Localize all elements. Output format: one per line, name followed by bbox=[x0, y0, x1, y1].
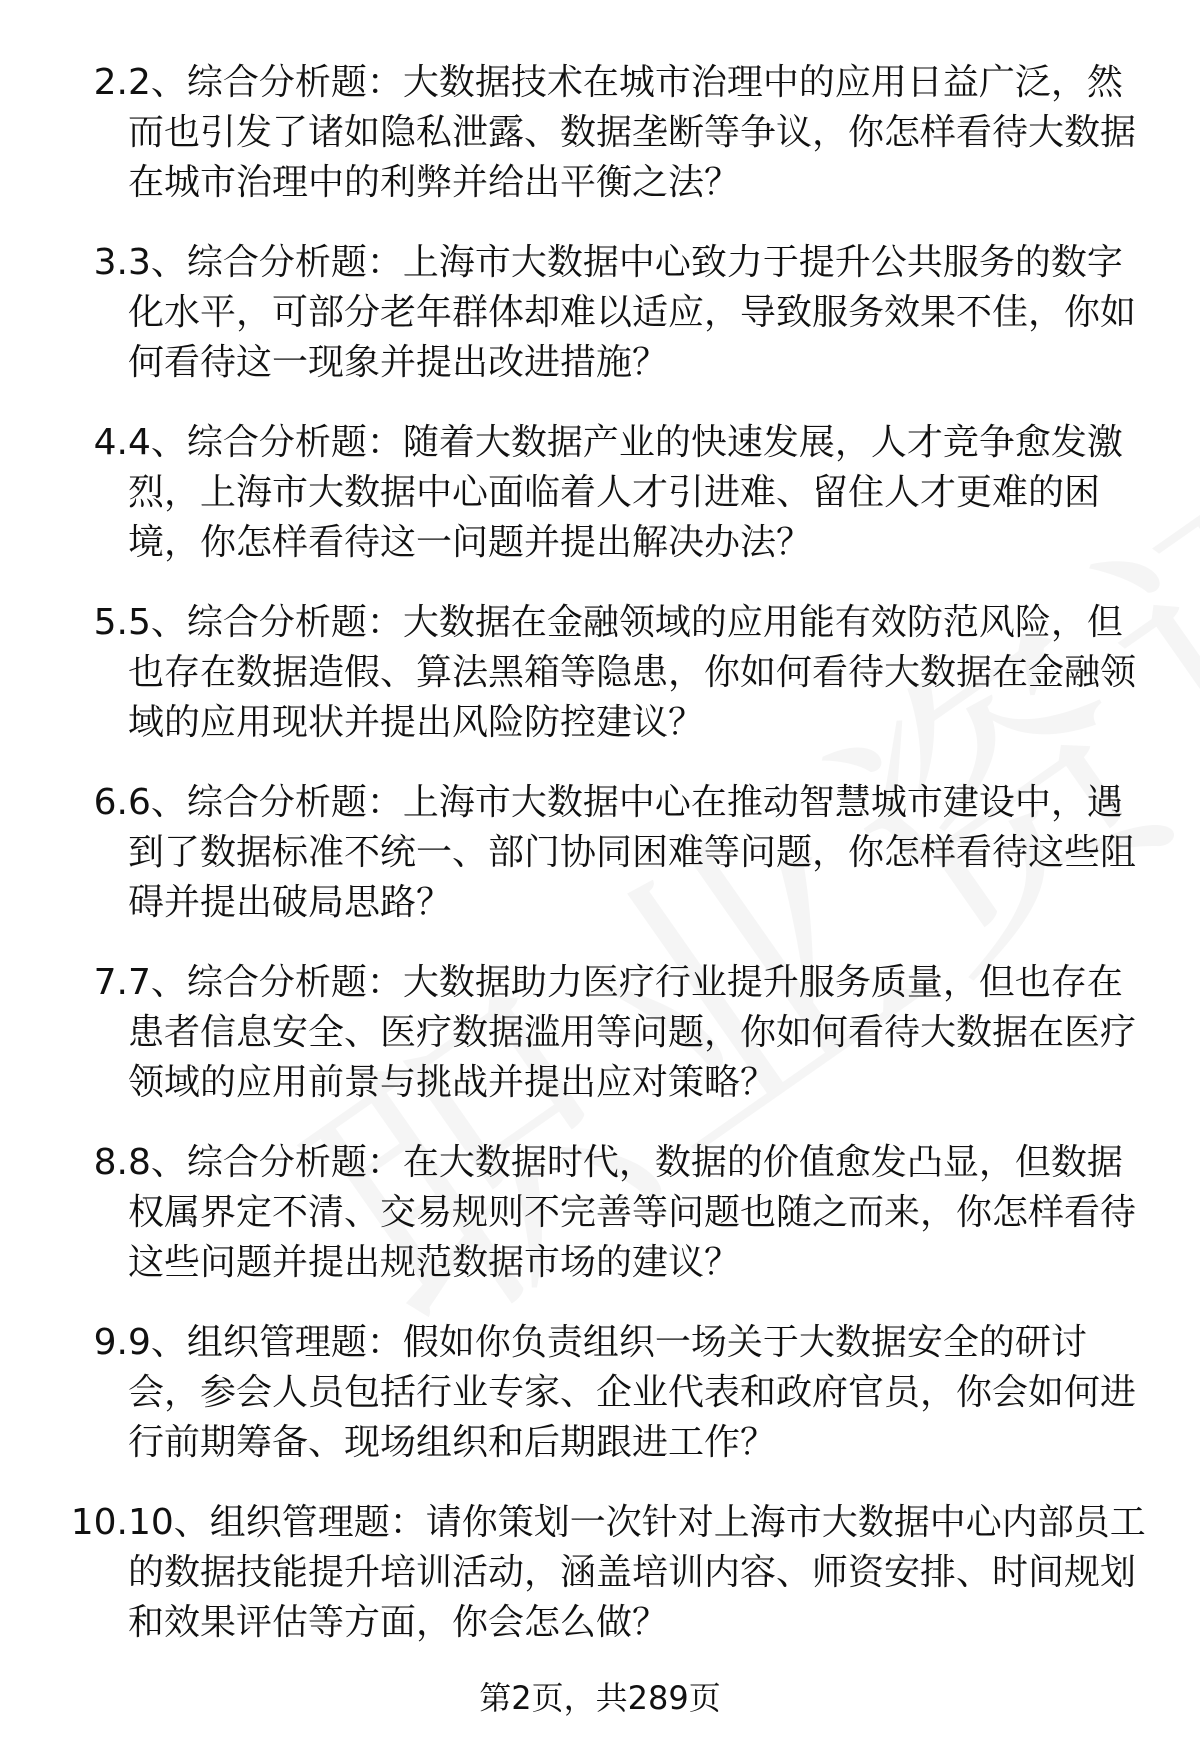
question-number: 7. bbox=[93, 962, 128, 1003]
question-item bbox=[0, 778, 1200, 958]
question-number: 10. bbox=[70, 1502, 128, 1543]
question-item bbox=[0, 958, 1200, 1138]
question-text: 3、综合分析题：上海市大数据中心致力于提升公共服务的数字化水平，可部分老年群体却难以适应，导致服务效果不佳，你如何看待这一现象并提出改进措施？ bbox=[128, 242, 1137, 383]
question-text: 8、综合分析题：在大数据时代，数据的价值愈发凸显，但数据权属界定不清、交易规则不完善等问题也随之而来，你怎样看待这些问题并提出规范数据市场的建议？ bbox=[128, 1142, 1137, 1283]
question-item bbox=[0, 58, 1200, 238]
question-list bbox=[0, 58, 1200, 1678]
question-item bbox=[0, 598, 1200, 778]
question-number: 5. bbox=[93, 602, 128, 643]
question-number: 2. bbox=[93, 62, 128, 103]
question-item bbox=[0, 1318, 1200, 1498]
question-text: 5、综合分析题：大数据在金融领域的应用能有效防范风险，但也存在数据造假、算法黑箱等隐患，你如何看待大数据在金融领域的应用现状并提出风险防控建议？ bbox=[128, 602, 1137, 743]
question-text: 6、综合分析题：上海市大数据中心在推动智慧城市建设中，遇到了数据标准不统一、部门协同困难等问题，你怎样看待这些阻碍并提出破局思路？ bbox=[128, 782, 1137, 923]
question-item bbox=[0, 238, 1200, 418]
question-item bbox=[0, 418, 1200, 598]
question-text: 9、组织管理题：假如你负责组织一场关于大数据安全的研讨会，参会人员包括行业专家、企业代表和政府官员，你会如何进行前期筹备、现场组织和后期跟进工作？ bbox=[128, 1322, 1137, 1463]
question-number: 9. bbox=[93, 1322, 128, 1363]
question-text: 7、综合分析题：大数据助力医疗行业提升服务质量，但也存在患者信息安全、医疗数据滥用等问题，你如何看待大数据在医疗领域的应用前景与挑战并提出应对策略？ bbox=[128, 962, 1137, 1103]
question-item bbox=[0, 1138, 1200, 1318]
question-text: 4、综合分析题：随着大数据产业的快速发展，人才竞争愈发激烈，上海市大数据中心面临着人才引进难、留住人才更难的困境，你怎样看待这一问题并提出解决办法？ bbox=[128, 422, 1123, 563]
question-number: 4. bbox=[93, 422, 128, 463]
question-number: 6. bbox=[93, 782, 128, 823]
question-text: 10、组织管理题：请你策划一次针对上海市大数据中心内部员工的数据技能提升培训活动，涵盖培训内容、师资安排、时间规划和效果评估等方面，你会怎么做？ bbox=[128, 1502, 1146, 1643]
page-footer: 第2页，共289页 bbox=[479, 1679, 721, 1717]
question-text: 2、综合分析题：大数据技术在城市治理中的应用日益广泛，然而也引发了诸如隐私泄露、数据垄断等争议，你怎样看待大数据在城市治理中的利弊并给出平衡之法？ bbox=[128, 62, 1137, 203]
question-number: 8. bbox=[93, 1142, 128, 1183]
question-number: 3. bbox=[93, 242, 128, 283]
question-item bbox=[0, 1498, 1200, 1678]
